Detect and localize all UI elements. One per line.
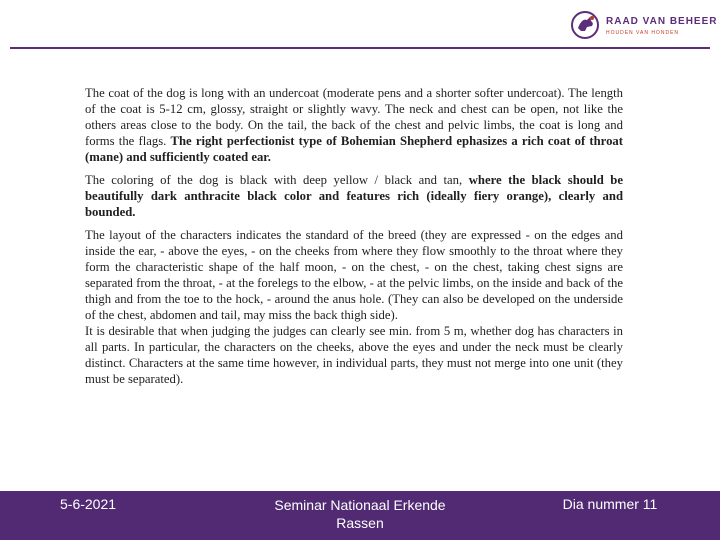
- paragraph-layout: The layout of the characters indicates the standard of the breed (they are expressed - on the edges and inside the ear, - above the eyes, - on the cheeks from where they flow smoothly to the throat where they form the characteristic shape of the half moon, - on the chest, - on the chest, taking chest signs are separated from the throat, - at the forelegs to the elbow, - at the pelvic limbs, on the inside and back of the thigh and from the toe to the hock, - around the anus hole. (They can also be developed on the underside of the chest, abdomen and tail, may miss the back thigh side).: [85, 228, 623, 322]
- coloring-text-bold: where the black should be beautifully dark anthracite black color and features rich (ideally fiery orange), clearly and bounded.: [85, 173, 623, 219]
- header-divider: [10, 47, 710, 49]
- paragraph-judging: It is desirable that when judging the judges can clearly see min. from 5 m, whether dog has characters in all parts. In particular, the characters on the cheeks, above the eyes and under the neck must be clearly distinct. Characters at the same time however, in individual parts, they must not merge into one unit (they must be separated).: [85, 324, 623, 386]
- body-text: [85, 85, 623, 387]
- dog-logo-icon: [570, 10, 600, 40]
- logo: [570, 8, 718, 44]
- footer-bar: [0, 491, 720, 540]
- logo-subtitle: HOUDEN VAN HONDEN: [606, 30, 680, 36]
- footer-title: Seminar Nationaal Erkende Rassen: [274, 497, 446, 531]
- coloring-text: The coloring of the dog is black with deep yellow / black and tan,: [85, 173, 469, 187]
- coat-text: The coat of the dog is long with an undercoat (moderate pens and a shorter softer undercoat). The length of the coat is 5-12 cm, glossy, straight or slightly wavy. The neck and chest can be open, not like the others areas close to the body. On the tail, the back of the chest and pelvic limbs, the coat is long and forms the flags.: [85, 86, 623, 148]
- paragraph-coloring: [85, 172, 623, 220]
- footer-page-number: Dia nummer 11: [562, 496, 658, 512]
- footer-date: 5-6-2021: [60, 496, 117, 512]
- coat-text-bold: The right perfectionist type of Bohemian Shepherd ephasizes a rich coat of throat (mane) and sufficiently coated ear.: [85, 134, 623, 164]
- logo-title: RAAD VAN BEHEER: [606, 16, 718, 27]
- paragraph-coat: [85, 85, 623, 165]
